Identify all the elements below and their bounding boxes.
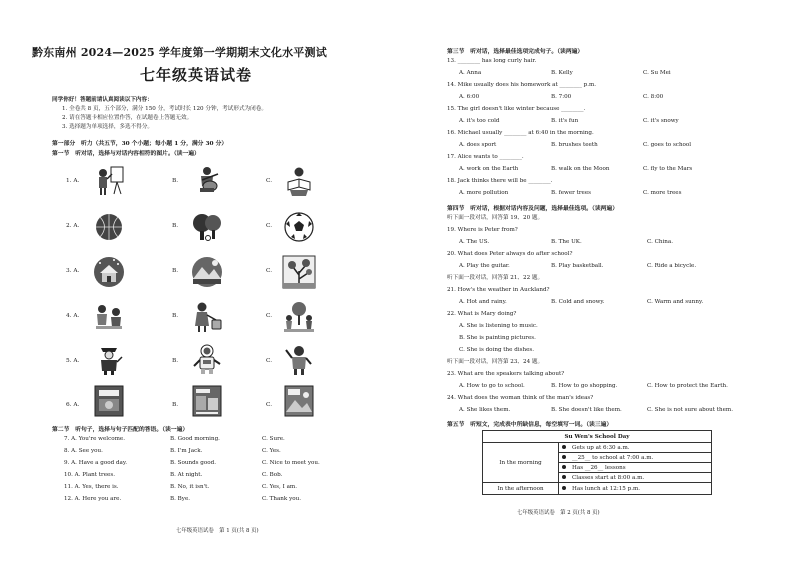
afternoon-label: In the afternoon [483,483,559,495]
q3-label: 3. A. [66,268,80,274]
q5-b-label: B. [172,358,179,364]
q20-a: A. Play the guitar. [459,263,510,269]
q10-a: 10. A. Plant trees. [64,472,115,478]
book-cover-image [92,384,126,418]
q21-a: A. Hot and rainy. [459,299,507,305]
q23-a: A. How to go to school. [459,383,525,389]
q16-b: B. brushes teeth [551,142,598,148]
q14-a: A. 6:00 [459,94,480,100]
q13-text: 13. ________ has long curly hair. [447,58,537,64]
q2-b-label: B. [172,223,179,229]
q20-text: 20. What does Peter always do after school? [447,251,573,257]
q4-label: 4. A. [66,313,80,319]
painting-boy-image [92,164,126,198]
morning-item-1: Gets up at 6:30 a.m. [559,443,712,453]
kids-playing-image [92,300,126,334]
sec3-heading: 第三节 听对话，选择最佳选项完成句子。（读两遍） [447,49,584,55]
q17-c: C. fly to the Mars [643,166,693,172]
group2-intro: 听下面一段对话，回答第 21、22 题。 [447,275,544,281]
page-footer-2: 七年级英语试卷 第 2 页(共 8 页) [517,510,600,516]
schedule-title: Su Wen's School Day [483,431,712,443]
q9-c: C. Nice to meet you. [262,460,320,466]
q20-b: B. Play basketball. [551,263,604,269]
exam-subtitle: 七年级英语试卷 [140,66,253,84]
q13-a: A. Anna [459,70,482,76]
q9-b: B. Sounds good. [170,460,216,466]
q24-c: C. She is not sure about them. [647,407,733,413]
q6-b-label: B. [172,402,179,408]
q15-a: A. it's too cold [459,118,500,124]
q14-b: B. 7:00 [551,94,572,100]
morning-item-2: __25__ to school at 7:00 a.m. [559,453,712,463]
q23-text: 23. What are the speakers talking about? [447,371,565,377]
q9-a: 9. A. Have a good day. [64,460,128,466]
q16-c: C. goes to school [643,142,692,148]
q11-c: C. Yes, I am. [262,484,297,490]
q12-c: C. Thank you. [262,496,301,502]
q1-label: 1. A. [66,178,80,184]
planting-kids-image [282,300,316,334]
q12-b: B. Bye. [170,496,191,502]
girl-cleaning-image [190,300,224,334]
instruction-1: 1. 全卷共 8 页，五个部分，满分 150 分，考试时长 120 分钟，考试形式为闭卷。 [62,106,267,112]
group1-intro: 听下面一段对话，回答第 19、20 题。 [447,215,544,221]
q12-a: 12. A. Here you are. [64,496,122,502]
guitar-boy-image [190,164,224,198]
postcard-image [282,384,316,418]
q11-a: 11. A. Yes, there is. [64,484,119,490]
q15-b: B. it's fun [551,118,579,124]
mountain-scene-image [190,255,224,289]
q8-a: 8. A. See you. [64,448,103,454]
q24-text: 24. What does the woman think of the man's ideas? [447,395,594,401]
q19-c: C. China. [647,239,674,245]
q19-text: 19. Where is Peter from? [447,227,518,233]
q15-text: 15. The girl doesn't like winter because ________. [447,106,586,112]
q2-label: 2. A. [66,223,80,229]
q7-c: C. Sure. [262,436,285,442]
part1-heading: 第一部分 听力（共五节，30 个小题；每小题 1 分，满分 30 分） [52,141,228,147]
reading-boy-image [282,164,316,198]
q14-c: C. 8:00 [643,94,664,100]
magazine-image [190,384,224,418]
q1-c-label: C. [266,178,273,184]
basketball-image [92,210,126,244]
q2-c-label: C. [266,223,273,229]
afternoon-item-1: Has lunch at 12:15 p.m. [559,483,712,495]
waving-boy-image [282,342,316,376]
q24-a: A. She likes them. [459,407,511,413]
q16-a: A. does sport [459,142,497,148]
q8-b: B. I'm Jack. [170,448,203,454]
q8-c: C. Yes. [262,448,281,454]
q14-text: 14. Mike usually does his homework at ________ p.m. [447,82,597,88]
schedule-table [482,430,712,495]
instruction-2: 2. 请在答题卡相应位置作答，在试题卷上答题无效。 [62,115,193,121]
q22-c: C. She is doing the dishes. [459,347,535,353]
q17-a: A. work on the Earth [459,166,519,172]
astronaut-image [190,342,224,376]
q10-c: C. Bob. [262,472,283,478]
q13-c: C. Su Mei [643,70,671,76]
q21-b: B. Cold and snowy. [551,299,605,305]
group3-intro: 听下面一段对话，回答第 23、24 题。 [447,359,544,365]
q6-c-label: C. [266,402,273,408]
q4-b-label: B. [172,313,179,319]
q1-b-label: B. [172,178,179,184]
ping-pong-image [190,210,224,244]
q17-b: B. walk on the Moon [551,166,610,172]
morning-item-3: Has __26__ lessons [559,463,712,473]
q10-b: B. At night. [170,472,203,478]
q20-c: C. Ride a bicycle. [647,263,697,269]
page-footer-1: 七年级英语试卷 第 1 页(共 8 页) [176,528,259,534]
q22-a: A. She is listening to music. [459,323,538,329]
q16-text: 16. Michael usually ________ at 6:40 in the morning. [447,130,594,136]
sec1-heading: 第一节 听对话，选择与对话内容相符的图片。（读一遍） [52,151,200,157]
q7-b: B. Good morning. [170,436,220,442]
q17-text: 17. Alice wants to ________. [447,154,524,160]
q21-c: C. Warm and sunny. [647,299,704,305]
q18-c: C. more trees [643,190,682,196]
police-officer-image [92,342,126,376]
q6-label: 6. A. [66,402,80,408]
q5-label: 5. A. [66,358,80,364]
sec5-heading: 第五节 听短文，完成表中所缺信息，每空填写一词。（读三遍） [447,422,613,428]
q19-b: B. The UK. [551,239,582,245]
q18-b: B. fewer trees [551,190,592,196]
sec2-heading: 第二节 听句子，选择与句子匹配的答语。（读一遍） [52,427,189,433]
q23-c: C. How to protect the Earth. [647,383,728,389]
morning-item-4: Classes start at 8:00 a.m. [559,473,712,483]
q21-text: 21. How's the weather in Auckland? [447,287,550,293]
soccer-ball-image [282,210,316,244]
q24-b: B. She doesn't like them. [551,407,622,413]
q5-c-label: C. [266,358,273,364]
q13-b: B. Kelly [551,70,573,76]
q18-a: A. more pollution [459,190,509,196]
instruction-3: 3. 选择题为单项选择，多选不得分。 [62,124,154,130]
instructions-heading: 同学你好！答题前请认真阅读以下内容： [52,97,153,103]
autumn-tree-image [282,255,316,289]
q3-b-label: B. [172,268,179,274]
q15-c: C. it's snowy [643,118,679,124]
q3-c-label: C. [266,268,273,274]
q18-text: 18. Jack thinks there will be ________. [447,178,553,184]
q22-b: B. She is painting pictures. [459,335,536,341]
q19-a: A. The US. [459,239,490,245]
q23-b: B. How to go shopping. [551,383,618,389]
q22-text: 22. What is Mary doing? [447,311,517,317]
q11-b: B. No, it isn't. [170,484,210,490]
snowy-house-image [92,255,126,289]
sec4-heading: 第四节 听对话，根据对话内容及问题，选择最佳选项。（读两遍） [447,206,619,212]
q4-c-label: C. [266,313,273,319]
q7-a: 7. A. You're welcome. [64,436,125,442]
morning-label: In the morning [483,443,559,483]
exam-title: 黔东南州 2024—2025 学年度第一学期期末文化水平测试 [32,46,327,59]
